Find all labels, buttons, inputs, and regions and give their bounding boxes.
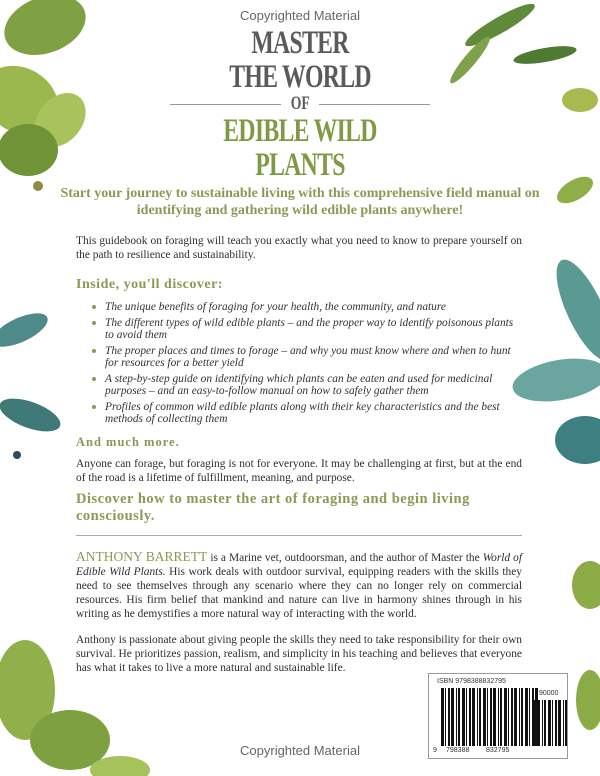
barcode-bar <box>441 688 444 746</box>
barcode-bar <box>448 688 450 746</box>
price-code: 90000 <box>539 690 559 697</box>
barcode-bar <box>451 688 454 746</box>
title-line-master: MASTER <box>251 25 349 61</box>
barcode-digits-mid: 798388 <box>446 747 470 754</box>
barcode-bar <box>483 688 486 746</box>
barcode-bar <box>548 700 551 746</box>
title-line-the-world: THE WORLD <box>229 59 371 95</box>
author-bio-second: Anthony is passionate about giving people the skills they need to take responsibility for their own survival. He prioritizes passion, realism, and simplicity in his teaching and believes that everyone has what it takes to live a more natural and sustainable life. <box>76 633 522 674</box>
isbn-label: ISBN 9798388832795 <box>437 678 506 685</box>
barcode-bar <box>514 688 517 746</box>
barcode-addon-bars <box>534 700 569 746</box>
barcode-bar <box>555 700 557 746</box>
barcode-bar <box>565 700 567 746</box>
author-bio-text: His work deals with outdoor survival, equipping readers with the skills they need to see themselves through any scenario where they can no longer rely on commercial resources. His firm belief that mankind and nature can live in harmony shines through in his writing as he demystifies a more natural way of interacting with the world. <box>76 565 522 620</box>
feature-list <box>76 301 522 429</box>
isbn-barcode <box>428 673 568 759</box>
barcode-bars <box>441 688 540 746</box>
barcode-bar <box>469 688 471 746</box>
barcode-bar <box>504 688 507 746</box>
main-content <box>76 234 522 675</box>
barcode-bar <box>472 688 475 746</box>
call-to-action: Discover how to master the art of foraging and begin living consciously. <box>76 490 470 524</box>
title-line-plants: PLANTS <box>255 147 345 183</box>
barcode-bar <box>558 700 561 746</box>
copyright-watermark-top: Copyrighted Material <box>240 8 360 23</box>
barcode-bar <box>521 688 523 746</box>
barcode-bar <box>500 688 502 746</box>
title-of: OF <box>290 93 310 114</box>
barcode-bar <box>487 688 488 746</box>
title-block <box>0 8 600 219</box>
much-more-heading: And much more. <box>76 434 180 449</box>
author-bio-text: is a Marine vet, outdoorsman, and the author of Master the <box>207 551 483 564</box>
title-line-edible-wild: EDIBLE WILD <box>223 113 377 149</box>
section-divider <box>76 535 522 536</box>
barcode-digit-first: 9 <box>433 747 437 754</box>
inside-heading: Inside, you'll discover: <box>76 277 223 292</box>
barcode-bar <box>458 688 460 746</box>
barcode-bar <box>534 700 536 746</box>
barcode-bar <box>462 688 465 746</box>
intro-paragraph: This guidebook on foraging will teach you exactly what you need to know to prepare yourself on the path to resilience and sustainability. <box>76 235 522 261</box>
divider-line <box>319 104 430 105</box>
barcode-bar <box>508 688 509 746</box>
author-name: ANTHONY BARRETT <box>76 548 208 564</box>
list-item: Profiles of common wild edible plants along with their key characteristics and the best methods of collecting them <box>92 401 522 426</box>
barcode-bar <box>544 700 546 746</box>
barcode-bar <box>445 688 446 746</box>
barcode-bar <box>511 688 513 746</box>
teal-leaves-left <box>0 306 65 459</box>
list-item: The proper places and times to forage – and why you must know where and when to hunt for resources for a better yield <box>92 345 522 370</box>
barcode-bar <box>466 688 467 746</box>
barcode-bar <box>490 688 492 746</box>
barcode-bar <box>493 688 496 746</box>
subtitle: Start your journey to sustainable living with this comprehensive field manual on identifying and gathering wild edible plants anywhere! <box>60 186 540 218</box>
barcode-bar <box>479 688 481 746</box>
book-title-italic: World of Edible Wild Plants. <box>76 551 522 578</box>
list-item: The unique benefits of foraging for your health, the community, and nature <box>92 301 522 314</box>
teal-leaves-right <box>509 253 600 464</box>
copyright-watermark-bottom: Copyrighted Material <box>240 743 360 758</box>
barcode-bar <box>563 700 564 746</box>
barcode-bar <box>498 688 499 746</box>
list-item: A step-by-step guide on identifying which plants can be eaten and used for medicinal purposes – and an easy-to-follow manual on how to safely gather them <box>92 373 522 398</box>
barcode-bar <box>552 700 553 746</box>
divider-line <box>170 104 281 105</box>
barcode-bar <box>519 688 520 746</box>
list-item: The different types of wild edible plants – and the proper way to identify poisonous plants to avoid them <box>92 317 522 342</box>
barcode-bar <box>525 688 528 746</box>
barcode-bar <box>542 700 543 746</box>
barcode-bar <box>456 688 457 746</box>
barcode-bar <box>477 688 478 746</box>
title-of-divider <box>170 94 430 114</box>
author-bio <box>76 550 522 621</box>
closing-paragraph: Anyone can forage, but foraging is not for everyone. It may be challenging at first, but at the end of the road is a lifetime of fulfillment, meaning, and purpose. <box>76 457 522 484</box>
barcode-bar <box>529 688 530 746</box>
barcode-bar <box>537 700 540 746</box>
barcode-digits-end: 832795 <box>486 747 510 754</box>
